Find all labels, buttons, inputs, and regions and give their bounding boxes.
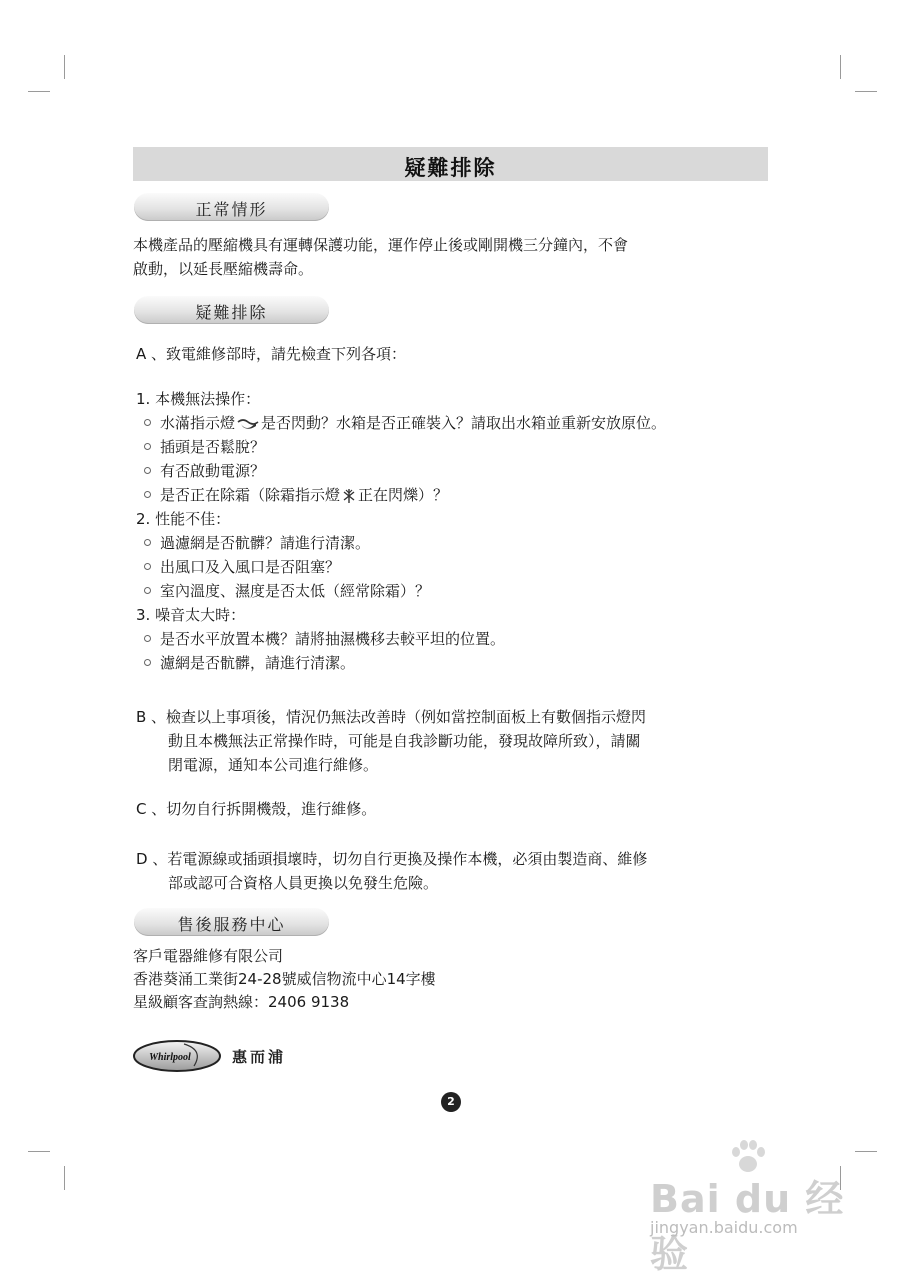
section-header-label: 疑難排除 (195, 303, 268, 322)
logo-text: Whirlpool (149, 1052, 191, 1063)
list1-item-4-post: 正在閃爍）？ (358, 486, 449, 504)
page-title-bar (133, 147, 768, 181)
water-full-indicator-icon (237, 417, 259, 431)
defrost-indicator-icon (342, 488, 356, 504)
watermark-main: Bai du 经验 (650, 1177, 845, 1276)
list2-item-1: 過濾網是否骯髒？請進行清潔。 (160, 534, 371, 552)
normal-text-line-1: 本機產品的壓縮機具有運轉保護功能，運作停止後或剛開機三分鐘內，不會 (133, 236, 629, 254)
list3-item-1: 是否水平放置本機？請將抽濕機移去較平坦的位置。 (160, 630, 506, 648)
watermark-sub: jingyan.baidu.com (650, 1218, 798, 1237)
page-number: 2 (441, 1092, 461, 1112)
list3-heading: 3. 噪音太大時： (136, 606, 246, 624)
whirlpool-logo (132, 1036, 222, 1076)
b-text-line-1: B 、檢查以上事項後，情況仍無法改善時（例如當控制面板上有數個指示燈閃 (136, 708, 647, 726)
section-header-label: 售後服務中心 (177, 915, 286, 934)
d-text-line-1: D 、若電源線或插頭損壞時，切勿自行更換及操作本機，必須由製造商、維修 (136, 850, 648, 868)
list2-item-2: 出風口及入風口是否阻塞？ (160, 558, 341, 576)
list1-item-4-pre: 是否正在除霜（除霜指示燈 (160, 486, 341, 504)
normal-text-line-2: 啟動，以延長壓縮機壽命。 (133, 260, 314, 278)
list1-heading: 1. 本機無法操作： (136, 390, 261, 408)
crop-mark (28, 1151, 50, 1152)
crop-mark (28, 91, 50, 92)
bullet-icon (144, 491, 151, 498)
section-header-label: 正常情形 (195, 200, 268, 219)
bullet-icon (144, 635, 151, 642)
bullet-icon (144, 443, 151, 450)
b-text-line-3: 閉電源，通知本公司進行維修。 (168, 756, 379, 774)
baidu-watermark (650, 1140, 850, 1276)
bullet-icon (144, 659, 151, 666)
brand-name: 惠而浦 (232, 1048, 287, 1066)
crop-mark (64, 55, 65, 79)
crop-mark (840, 55, 841, 79)
service-address: 香港葵涌工業街24-28號威信物流中心14字樓 (133, 970, 436, 988)
b-text-line-2: 動且本機無法正常操作時，可能是自我診斷功能，發現故障所致），請關 (168, 732, 641, 750)
list2-item-3: 室內溫度、濕度是否太低（經常除霜）？ (160, 582, 431, 600)
list1-item-1-pre: 水滿指示燈 (160, 414, 236, 432)
section-header-service (134, 908, 329, 936)
bullet-icon (144, 467, 151, 474)
list3-item-2: 濾網是否骯髒，請進行清潔。 (160, 654, 356, 672)
bullet-icon (144, 587, 151, 594)
crop-mark (855, 1151, 877, 1152)
list1-item-3: 有否啟動電源？ (160, 462, 266, 480)
section-header-normal (134, 193, 329, 221)
crop-mark (64, 1166, 65, 1190)
bullet-icon (144, 563, 151, 570)
list1-item-4 (160, 483, 448, 507)
list1-item-1-post: 是否閃動？水箱是否正確裝入？請取出水箱並重新安放原位。 (261, 414, 667, 432)
list2-heading: 2. 性能不佳： (136, 510, 231, 528)
bullet-icon (144, 419, 151, 426)
page-title: 疑難排除 (404, 156, 497, 180)
list1-item-1 (160, 411, 666, 435)
service-company: 客戶電器維修有限公司 (133, 947, 284, 965)
d-text-line-2: 部或認可合資格人員更換以免發生危險。 (168, 874, 439, 892)
crop-mark (855, 91, 877, 92)
service-hotline: 星級顧客查詢熱線：2406 9138 (133, 993, 350, 1011)
a-heading: A 、致電維修部時，請先檢查下列各項： (136, 345, 407, 363)
bullet-icon (144, 539, 151, 546)
list1-item-2: 插頭是否鬆脫？ (160, 438, 266, 456)
c-text: C 、切勿自行拆開機殼，進行維修。 (136, 800, 377, 818)
section-header-trouble (134, 296, 329, 324)
